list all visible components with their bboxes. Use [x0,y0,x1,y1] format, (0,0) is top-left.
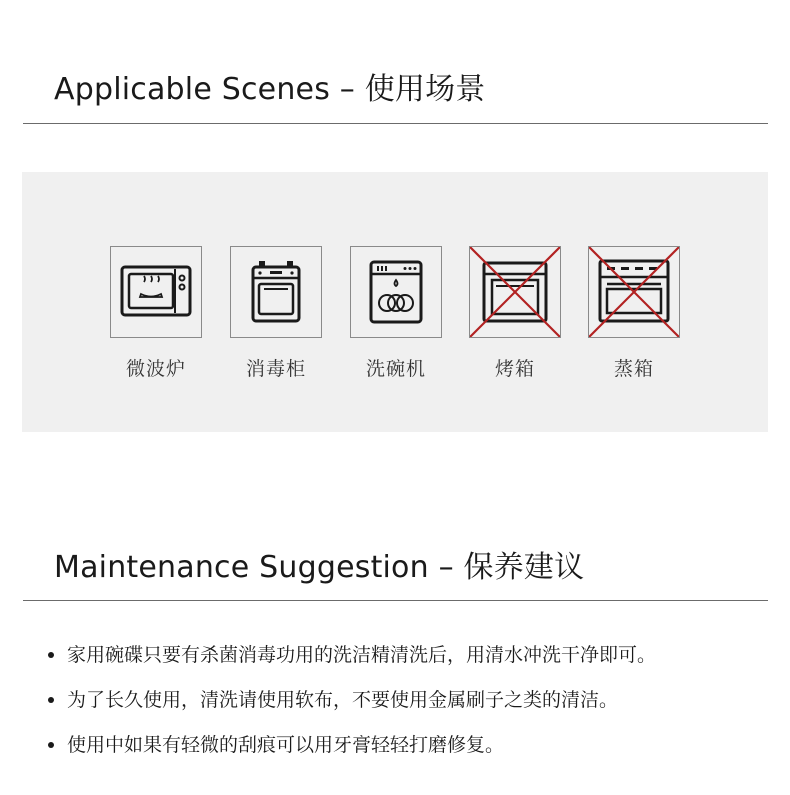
scene-steam-oven [588,246,680,381]
scene-oven [469,246,561,381]
maintenance-list [46,640,656,775]
list-item [46,685,656,730]
scene-label-microwave: 微波炉 [125,358,186,380]
scene-box-microwave [110,246,202,338]
maintenance-title: Maintenance Suggestion – 保养建议 [54,550,585,585]
bullet-dot [48,697,54,703]
steam-oven-icon [589,247,679,337]
microwave-icon [111,247,201,337]
bullet-dot [48,652,54,658]
scene-panel [22,172,768,432]
scene-dishwasher [350,246,442,381]
scene-box-dishwasher [350,246,442,338]
list-item [46,640,656,685]
oven-icon [470,247,560,337]
maintenance-divider [23,600,768,601]
bullet-text: 使用中如果有轻微的刮痕可以用牙膏轻轻打磨修复。 [67,734,505,756]
scene-label-dishwasher: 洗碗机 [365,358,426,380]
list-item [46,730,656,775]
dishwasher-icon [351,247,441,337]
applicable-scenes-title: Applicable Scenes – 使用场景 [54,72,486,107]
scene-sterilizer [230,246,322,381]
bullet-dot [48,742,54,748]
scene-microwave [110,246,202,381]
scene-box-oven [469,246,561,338]
scene-label-steam-oven: 蒸箱 [613,358,654,380]
scene-box-sterilizer [230,246,322,338]
bullet-text: 家用碗碟只要有杀菌消毒功用的洗洁精清洗后，用清水冲洗干净即可。 [67,644,657,666]
bullet-text: 为了长久使用，清洗请使用软布，不要使用金属刷子之类的清洁。 [67,689,619,711]
applicable-scenes-divider [23,123,768,124]
sterilizer-cabinet-icon [231,247,321,337]
scene-label-sterilizer: 消毒柜 [245,358,306,380]
scene-label-oven: 烤箱 [494,358,535,380]
scene-box-steam-oven [588,246,680,338]
